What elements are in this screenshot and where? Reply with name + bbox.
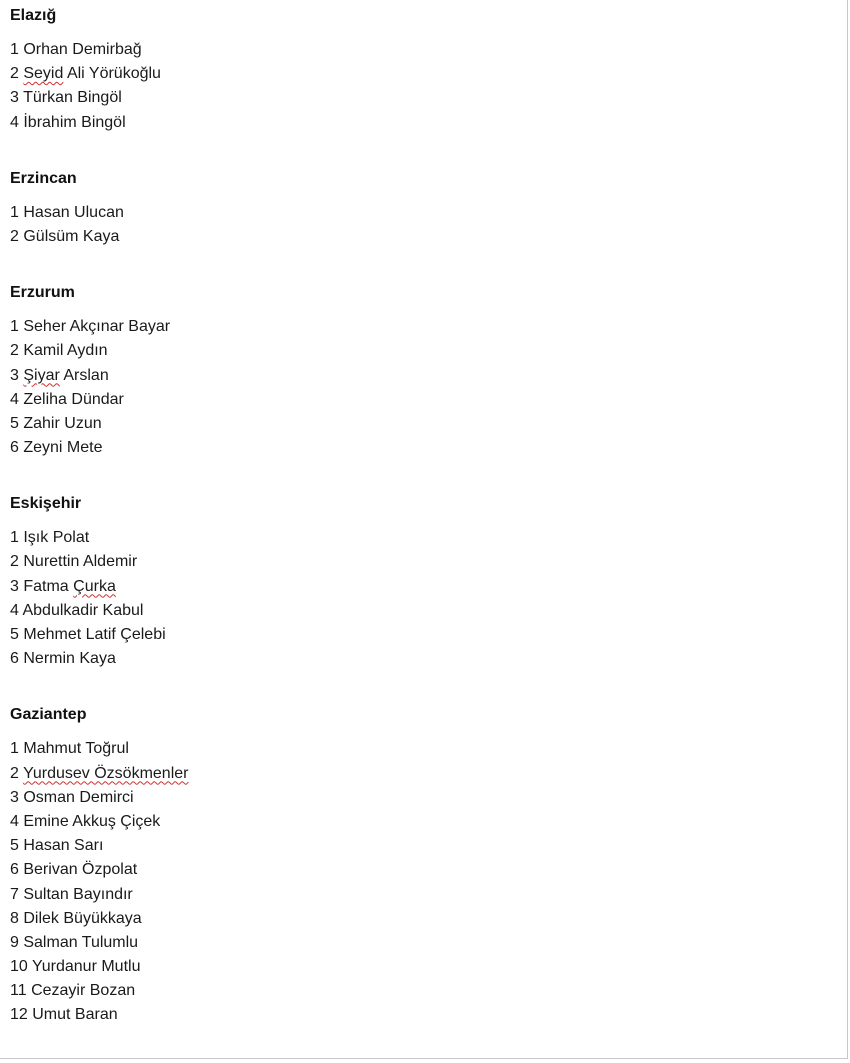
list-item [10,762,830,786]
candidate-name: İbrahim Bingöl [23,113,126,131]
list-number: 2 [10,227,19,245]
list-item [10,955,830,979]
list-item [10,786,830,810]
candidate-name: Zeliha Dündar [23,390,124,408]
candidate-name: Zeyni Mete [23,439,103,457]
list-item [10,810,830,834]
list-item [10,979,830,1003]
section-title: Gaziantep [10,706,87,724]
candidate-name: Osman Demirci [23,788,134,806]
list-number: 2 [10,342,19,360]
section-title: Eskişehir [10,495,82,513]
list-item [10,38,830,62]
misspelled-word[interactable]: Şiyar [23,366,60,384]
list-number: 1 [10,318,19,336]
list-item [10,111,830,135]
list-number: 1 [10,203,19,221]
list-number: 3 [10,577,19,595]
list-number: 5 [10,837,19,855]
list-item [10,1003,830,1027]
list-number: 11 [10,982,27,1000]
list-number: 4 [10,601,19,619]
list-item [10,201,830,225]
list-number: 2 [10,553,19,571]
candidate-name: Orhan Demirbağ [23,41,142,58]
candidate-name: Salman Tulumlu [23,933,139,951]
candidate-list [10,737,830,1027]
candidate-name: Mahmut Toğrul [23,740,129,758]
list-number: 2 [10,65,19,83]
candidate-list [10,201,830,249]
misspelled-word[interactable]: Çurka [73,577,116,595]
section-title: Erzurum [10,284,75,302]
list-item [10,550,830,574]
list-item [10,86,830,110]
list-item [10,339,830,363]
list-item [10,883,830,907]
section-2 [10,281,830,460]
list-item [10,62,830,86]
list-item [10,737,830,761]
list-item [10,907,830,931]
list-number: 3 [10,788,19,806]
list-item [10,526,830,550]
candidate-name: Işık Polat [23,529,90,547]
list-number: 7 [10,885,19,903]
candidate-name: Abdulkadir Kabul [22,601,144,619]
list-item [10,647,830,671]
candidate-name: Türkan Bingöl [23,89,122,107]
candidate-name: Nermin Kaya [23,650,116,668]
candidate-list [10,38,830,135]
list-number: 10 [10,958,28,976]
candidate-name: Hasan Ulucan [23,203,124,221]
section-title: Erzincan [10,169,77,187]
candidate-name: Zahir Uzun [23,414,102,432]
candidate-name: Umut Baran [32,1006,118,1024]
candidate-name: Seher Akçınar Bayar [23,318,171,336]
list-number: 5 [10,414,19,432]
list-item [10,575,830,599]
list-number: 8 [10,909,19,927]
candidate-list [10,315,830,460]
list-number: 2 [10,764,19,782]
list-number: 4 [10,812,19,830]
list-item [10,225,830,249]
list-number: 1 [10,41,19,58]
candidate-name: Dilek Büyükkaya [23,909,142,927]
candidate-name: Berivan Özpolat [23,861,138,879]
list-number: 6 [10,650,19,668]
list-number: 3 [10,89,19,107]
section-1 [10,167,830,249]
candidate-name: Yurdanur Mutlu [31,958,141,976]
list-item [10,858,830,882]
list-number: 6 [10,861,19,879]
section-3 [10,492,830,671]
list-number: 4 [10,113,19,131]
list-number: 6 [10,439,19,457]
list-item [10,412,830,436]
list-item [10,623,830,647]
list-item [10,834,830,858]
list-item [10,388,830,412]
misspelled-word[interactable]: Yurdusev Özsökmenler [23,764,189,782]
candidate-name: Cezayir Bozan [31,982,136,1000]
candidate-name: Ali Yörükoğlu [66,65,161,83]
misspelled-word[interactable]: Seyid [23,65,64,83]
list-item [10,315,830,339]
candidate-name: Sultan Bayındır [23,885,133,903]
list-item [10,364,830,388]
list-item [10,436,830,460]
candidate-name: Arslan [63,366,109,384]
candidate-name: Fatma [23,577,69,595]
list-number: 12 [10,1006,28,1024]
candidate-name: Gülsüm Kaya [23,227,120,245]
list-number: 4 [10,390,19,408]
list-number: 1 [10,529,19,547]
list-number: 9 [10,933,19,951]
list-number: 1 [10,740,19,758]
list-number: 5 [10,626,19,643]
candidate-name: Nurettin Aldemir [23,553,138,571]
candidate-name: Mehmet Latif Çelebi [23,626,166,643]
candidate-list [10,526,830,671]
document-body [10,4,830,1060]
list-item [10,931,830,955]
section-0 [10,4,830,135]
candidate-name: Kamil Aydın [23,342,108,360]
list-item [10,599,830,623]
candidate-name: Emine Akkuş Çiçek [23,812,161,830]
section-title: Elazığ [10,7,57,24]
list-number: 3 [10,366,19,384]
candidate-name: Hasan Sarı [23,837,104,855]
section-4 [10,703,830,1027]
